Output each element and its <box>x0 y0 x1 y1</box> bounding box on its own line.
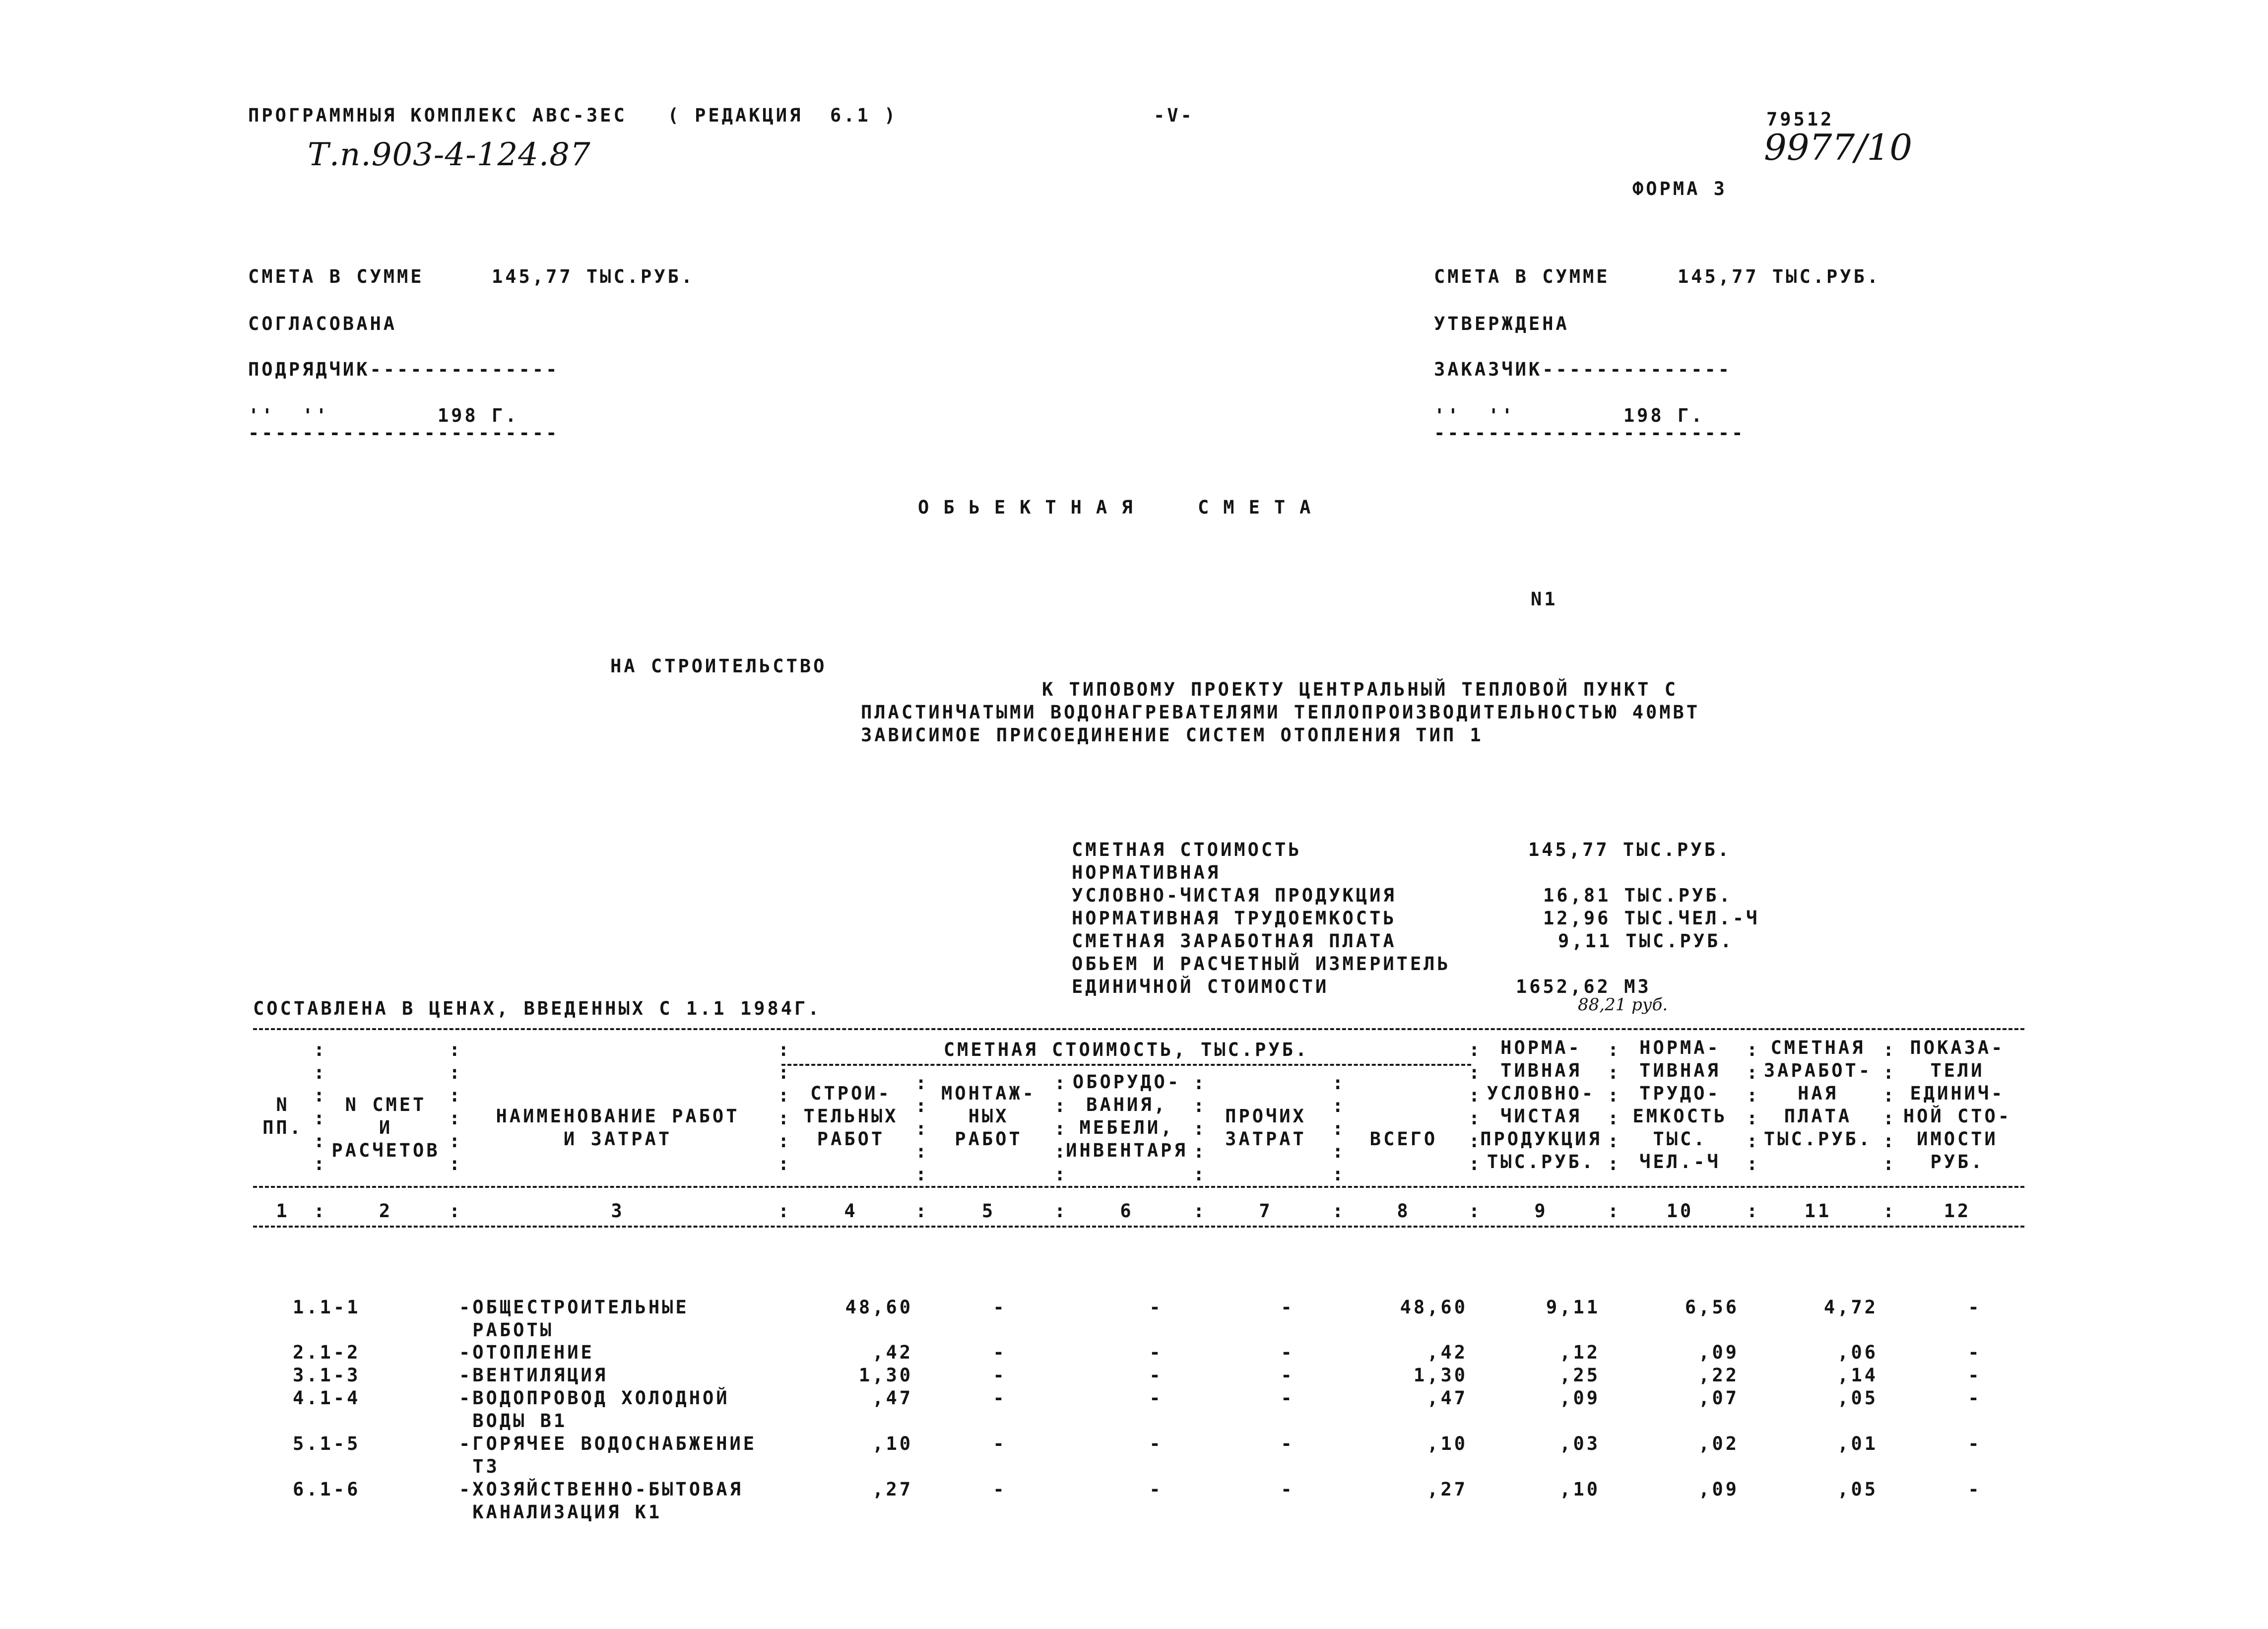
summary-value-cost: 145,77 ТЫС.РУБ. <box>1528 839 1732 860</box>
row-net-product: ,10 <box>1559 1479 1600 1500</box>
summary-value-net-product: 16,81 ТЫС.РУБ. <box>1543 885 1733 906</box>
row-other: - <box>1281 1342 1295 1363</box>
col-header-5: МОНТАЖ- НЫХ РАБОТ <box>941 1083 1036 1150</box>
row-name: -ВЕНТИЛЯЦИЯ <box>459 1365 608 1386</box>
number-separator: : <box>1883 1200 1897 1222</box>
col-number-9: 9 <box>1534 1200 1548 1222</box>
summary-label-wages: СМЕТНАЯ ЗАРАБОТНАЯ ПЛАТА <box>1072 930 1397 952</box>
row-construction: ,27 <box>872 1479 913 1500</box>
number-separator: : <box>449 1200 463 1222</box>
col-number-10: 10 <box>1666 1200 1694 1222</box>
col-header-10: НОРМА- ТИВНАЯ ТРУДО- ЕМКОСТЬ ТЫС. ЧЕЛ.-Ч <box>1632 1037 1728 1173</box>
subject-line-2: ПЛАСТИНЧАТЫМИ ВОДОНАГРЕВАТЕЛЯМИ ТЕПЛОПРОИЗВОДИТЕЛЬНОСТЬЮ 40МВТ <box>861 702 1700 723</box>
row-labor: 6,56 <box>1685 1297 1739 1318</box>
col-number-1: 1 <box>276 1200 290 1222</box>
row-equipment: - <box>1149 1479 1163 1500</box>
summary-label-labor: НОРМАТИВНАЯ ТРУДОЕМКОСТЬ <box>1072 908 1397 929</box>
row-labor: ,22 <box>1698 1365 1739 1386</box>
row-wages: 4,72 <box>1823 1297 1878 1318</box>
row-code: 5.1-5 <box>293 1433 361 1454</box>
row-indicator: - <box>1968 1479 1982 1500</box>
left-date-underline: ----------------------- <box>248 422 560 444</box>
row-labor: ,07 <box>1698 1387 1739 1409</box>
header-separator: : : : : : : <box>778 1039 792 1174</box>
row-name: -ХОЗЯЙСТВЕННО-БЫТОВАЯ КАНАЛИЗАЦИЯ К1 <box>459 1479 743 1523</box>
row-wages: ,05 <box>1837 1387 1878 1409</box>
row-installation: - <box>993 1365 1007 1386</box>
header-separator: : : : : : : <box>1608 1039 1621 1174</box>
row-name: -ОБЩЕСТРОИТЕЛЬНЫЕ РАБОТЫ <box>459 1297 689 1341</box>
row-equipment: - <box>1149 1342 1163 1363</box>
summary-value-volume: 1652,62 М3 <box>1516 976 1651 997</box>
right-party-line: ЗАКАЗЧИК-------------- <box>1434 359 1732 380</box>
handwritten-unit-cost: 88,21 руб. <box>1578 995 1668 1015</box>
col-number-2: 2 <box>379 1200 393 1222</box>
number-separator: : <box>1193 1200 1207 1222</box>
number-separator: : <box>1332 1200 1346 1222</box>
program-line: ПРОГРАММНЫЯ КОМПЛЕКС АВС-3ЕС ( РЕДАКЦИЯ 6.1 ) <box>248 105 898 126</box>
row-total: ,27 <box>1427 1479 1468 1500</box>
row-code: 2.1-2 <box>293 1342 361 1363</box>
row-wages: ,05 <box>1837 1479 1878 1500</box>
number-separator: : <box>915 1200 929 1222</box>
row-installation: - <box>993 1342 1007 1363</box>
col-header-7: ПРОЧИХ ЗАТРАТ <box>1225 1106 1306 1150</box>
row-code: 6.1-6 <box>293 1479 361 1500</box>
estimate-number: N1 <box>1531 588 1558 610</box>
row-labor: ,09 <box>1698 1479 1739 1500</box>
row-total: 1,30 <box>1413 1365 1468 1386</box>
row-equipment: - <box>1149 1297 1163 1318</box>
group-header-rule <box>781 1064 1471 1066</box>
header-bottom-rule <box>253 1186 2024 1188</box>
group-header-cost: СМЕТНАЯ СТОИМОСТЬ, ТЫС.РУБ. <box>943 1039 1309 1060</box>
handwritten-number: 9977/10 <box>1764 127 1913 168</box>
col-header-2: N СМЕТ И РАСЧЕТОВ <box>331 1094 440 1161</box>
row-other: - <box>1281 1297 1295 1318</box>
row-total: ,10 <box>1427 1433 1468 1454</box>
row-other: - <box>1281 1387 1295 1409</box>
summary-label-normative: НОРМАТИВНАЯ <box>1072 862 1221 883</box>
right-sum-line: СМЕТА В СУММЕ 145,77 ТЫС.РУБ. <box>1434 266 1881 287</box>
row-total: 48,60 <box>1400 1297 1468 1318</box>
row-net-product: ,03 <box>1559 1433 1600 1454</box>
col-number-4: 4 <box>844 1200 858 1222</box>
document-title: ОБЬЕКТНАЯ СМЕТА <box>918 497 1325 518</box>
left-date-line: '' '' 198 Г. <box>248 405 519 426</box>
row-name: -ВОДОПРОВОД ХОЛОДНОЙ ВОДЫ В1 <box>459 1387 730 1432</box>
summary-label-cost: СМЕТНАЯ СТОИМОСТЬ <box>1072 839 1302 860</box>
code-top: 79512 <box>1766 109 1834 130</box>
number-separator: : <box>1608 1200 1621 1222</box>
row-other: - <box>1281 1365 1295 1386</box>
prices-note: СОСТАВЛЕНА В ЦЕНАХ, ВВЕДЕННЫХ С 1.1 1984Г. <box>253 998 822 1019</box>
header-separator: : : : : : : <box>449 1039 463 1174</box>
subject-line-3: ЗАВИСИМОЕ ПРИСОЕДИНЕНИЕ СИСТЕМ ОТОПЛЕНИЯ ТИП 1 <box>861 724 1484 746</box>
row-installation: - <box>993 1433 1007 1454</box>
right-date-underline: ----------------------- <box>1434 422 1746 444</box>
summary-value-wages: 9,11 ТЫС.РУБ. <box>1558 930 1734 952</box>
summary-label-net-product: УСЛОВНО-ЧИСТАЯ ПРОДУКЦИЯ <box>1072 885 1397 906</box>
col-header-3: НАИМЕНОВАНИЕ РАБОТ И ЗАТРАТ <box>496 1106 740 1150</box>
header-separator: : : : : : : <box>1469 1039 1483 1174</box>
page-marker: -V- <box>1154 105 1194 126</box>
header-separator: : : : : : : <box>1747 1039 1760 1174</box>
col-number-7: 7 <box>1259 1200 1273 1222</box>
col-header-11: СМЕТНАЯ ЗАРАБОТ- НАЯ ПЛАТА ТЫС.РУБ. <box>1763 1037 1873 1150</box>
row-indicator: - <box>1968 1297 1982 1318</box>
summary-value-labor: 12,96 ТЫС.ЧЕЛ.-Ч <box>1543 908 1760 929</box>
row-total: ,42 <box>1427 1342 1468 1363</box>
col-header-9: НОРМА- ТИВНАЯ УСЛОВНО- ЧИСТАЯ ПРОДУКЦИЯ ТЫС.РУБ. <box>1480 1037 1602 1173</box>
row-code: 3.1-3 <box>293 1365 361 1386</box>
row-net-product: ,09 <box>1559 1387 1600 1409</box>
row-construction: ,10 <box>872 1433 913 1454</box>
col-header-4: СТРОИ- ТЕЛЬНЫХ РАБОТ <box>803 1083 899 1150</box>
row-construction: 1,30 <box>858 1365 913 1386</box>
right-approval-status: УТВЕРЖДЕНА <box>1434 313 1569 334</box>
row-construction: 48,60 <box>845 1297 913 1318</box>
header-separator: : : : : : <box>1332 1072 1346 1185</box>
row-equipment: - <box>1149 1433 1163 1454</box>
row-equipment: - <box>1149 1365 1163 1386</box>
table-top-rule <box>253 1028 2024 1030</box>
col-header-8: ВСЕГО <box>1369 1128 1438 1150</box>
left-approval-status: СОГЛАСОВАНА <box>248 313 397 334</box>
row-indicator: - <box>1968 1433 1982 1454</box>
header-separator: : : : : : <box>915 1072 929 1185</box>
number-separator: : <box>778 1200 792 1222</box>
header-separator: : : : : : : <box>1883 1039 1897 1174</box>
construction-label: НА СТРОИТЕЛЬСТВО <box>610 655 827 677</box>
row-indicator: - <box>1968 1342 1982 1363</box>
col-number-11: 11 <box>1804 1200 1832 1222</box>
row-code: 1.1-1 <box>293 1297 361 1318</box>
summary-label-unit-cost: ЕДИНИЧНОЙ СТОИМОСТИ <box>1072 976 1329 997</box>
row-net-product: 9,11 <box>1546 1297 1600 1318</box>
number-separator: : <box>314 1200 327 1222</box>
row-installation: - <box>993 1387 1007 1409</box>
row-total: ,47 <box>1427 1387 1468 1409</box>
col-number-12: 12 <box>1944 1200 1971 1222</box>
row-labor: ,02 <box>1698 1433 1739 1454</box>
row-equipment: - <box>1149 1387 1163 1409</box>
row-wages: ,01 <box>1837 1433 1878 1454</box>
col-number-6: 6 <box>1120 1200 1134 1222</box>
numbers-bottom-rule <box>253 1226 2024 1228</box>
row-wages: ,06 <box>1837 1342 1878 1363</box>
summary-label-volume: ОБЬЕМ И РАСЧЕТНЫЙ ИЗМЕРИТЕЛЬ <box>1072 953 1451 975</box>
number-separator: : <box>1469 1200 1483 1222</box>
row-code: 4.1-4 <box>293 1387 361 1409</box>
number-separator: : <box>1747 1200 1760 1222</box>
row-wages: ,14 <box>1837 1365 1878 1386</box>
row-installation: - <box>993 1479 1007 1500</box>
row-name: -ОТОПЛЕНИЕ <box>459 1342 594 1363</box>
col-header-6: ОБОРУДО- ВАНИЯ, МЕБЕЛИ, ИНВЕНТАРЯ <box>1066 1071 1188 1161</box>
row-indicator: - <box>1968 1387 1982 1409</box>
col-header-12: ПОКАЗА- ТЕЛИ ЕДИНИЧ- НОЙ СТО- ИМОСТИ РУБ. <box>1903 1037 2012 1173</box>
row-net-product: ,12 <box>1559 1342 1600 1363</box>
row-other: - <box>1281 1479 1295 1500</box>
form-label: ФОРМА 3 <box>1632 178 1727 199</box>
row-labor: ,09 <box>1698 1342 1739 1363</box>
row-indicator: - <box>1968 1365 1982 1386</box>
row-net-product: ,25 <box>1559 1365 1600 1386</box>
left-party-line: ПОДРЯДЧИК-------------- <box>248 359 560 380</box>
right-date-line: '' '' 198 Г. <box>1434 405 1705 426</box>
header-separator: : : : : : <box>1054 1072 1068 1185</box>
row-name: -ГОРЯЧЕЕ ВОДОСНАБЖЕНИЕ Т3 <box>459 1433 757 1477</box>
row-installation: - <box>993 1297 1007 1318</box>
handwritten-project-number: Т.п.903-4-124.87 <box>308 136 591 173</box>
col-number-8: 8 <box>1397 1200 1411 1222</box>
col-header-1: N ПП. <box>262 1094 303 1138</box>
header-separator: : : : : : : <box>314 1039 327 1174</box>
left-sum-line: СМЕТА В СУММЕ 145,77 ТЫС.РУБ. <box>248 266 695 287</box>
row-construction: ,47 <box>872 1387 913 1409</box>
number-separator: : <box>1054 1200 1068 1222</box>
header-separator: : : : : : <box>1193 1072 1207 1185</box>
col-number-5: 5 <box>981 1200 996 1222</box>
row-other: - <box>1281 1433 1295 1454</box>
col-number-3: 3 <box>611 1200 625 1222</box>
subject-line-1: К ТИПОВОМУ ПРОЕКТУ ЦЕНТРАЛЬНЫЙ ТЕПЛОВОЙ ПУНКТ С <box>1042 679 1678 700</box>
row-construction: ,42 <box>872 1342 913 1363</box>
